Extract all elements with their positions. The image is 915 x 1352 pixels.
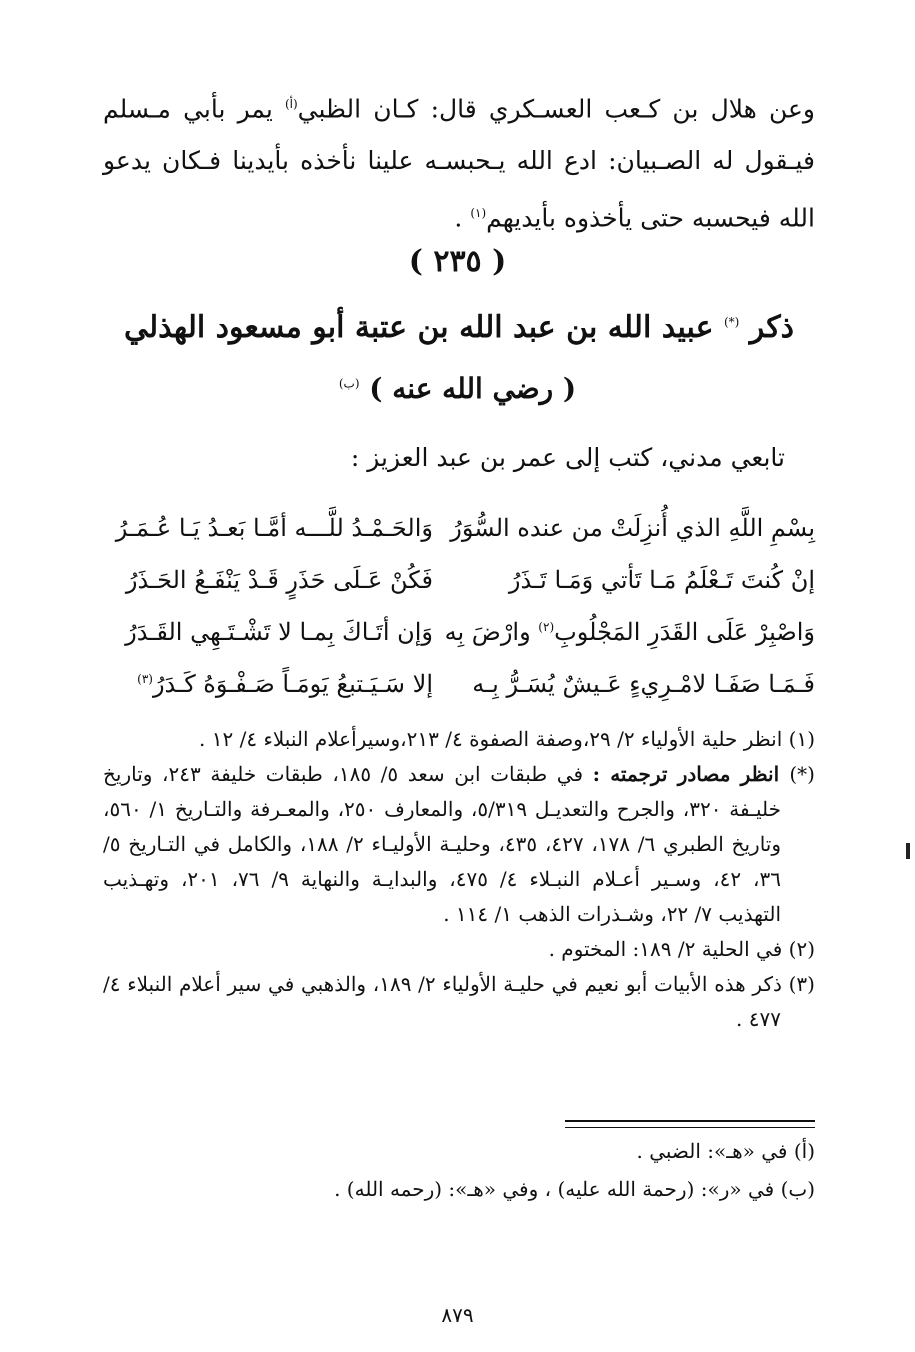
footnote-label: (٣) <box>788 972 815 996</box>
note-ref-1: (١) <box>470 206 487 221</box>
verse-second-half <box>103 670 433 698</box>
title-prefix: ذكر <box>749 310 794 345</box>
verse-first-half: إنْ كُنتَ تَـعْلَمُ مَـا تَأتي وَمَـا تَـذَرُ <box>508 566 815 594</box>
note-ref-2: (٢) <box>538 620 555 634</box>
verse-row <box>103 554 815 606</box>
variant-text: في «هـ»: الضبي . <box>636 1139 794 1163</box>
variant-notes <box>103 1132 815 1208</box>
verse-first-half: بِسْمِ اللَّهِ الذي أُنزِلَتْ من عنده السُّوَرُ <box>450 514 815 542</box>
divider-line <box>565 1120 815 1122</box>
intro-line-1: وعن هلال بن كـعب العسـكري قال: كـان الظبي <box>297 94 815 124</box>
intro-sentence: تابعي مدني، كتب إلى عمر بن عبد العزيز : <box>350 443 785 472</box>
footnote <box>103 932 815 967</box>
title-name: عبيد الله بن عبد الله بن عتبة أبو مسعود الهذلي <box>124 310 714 345</box>
page-number: ٨٧٩ <box>441 1303 474 1327</box>
note-ref-a: (أ) <box>284 97 298 111</box>
variant-label: (أ) <box>793 1139 815 1163</box>
footnote-text: في طبقات ابن سعد ٥/ ١٨٥، طبقات خليفة ٢٤٣، وتاريخ خليـفة ٣٢٠، والجرح والتعديـل ٥/٣١٩، والمعارف ٢٥٠، والمعـرفة والتـاريخ ١/ ٥٦٠، وتاريخ الطبري ٦/ ١٧٨، ٤٢٧، ٤٣٥، وحليـة الأوليـاء ٢/ ١٨٨، والكامل في التـاريخ ٥/ ٣٦، ٤٢، وسـير أعـلام النبـلاء ٤/ ٤٧٥، والبدايـة والنهاية ٩/ ٧٦، ٢٠١، وتهـذيب التهذيب ٧/ ٢٢، وشـذرات الذهب ١/ ١١٤ . <box>103 762 782 926</box>
verse-row <box>103 658 815 710</box>
variant-note <box>103 1132 815 1170</box>
verse-text-rest: وارْضَ بِه <box>444 618 539 646</box>
variant-note <box>103 1170 815 1208</box>
footnotes <box>103 722 815 1037</box>
entry-subtitle <box>0 372 915 405</box>
note-ref-b: (ب) <box>338 376 360 391</box>
verse-second-half: وَالحَـمْـدُ للَّـــه أمَّـا بَعـدُ يَـا عُـمَـرُ <box>115 514 433 542</box>
scan-mark <box>906 843 910 859</box>
footnote-text: انظر حلية الأولياء ٢/ ٢٩،وصفة الصفوة ٤/ ٢١٣،وسيرأعلام النبلاء ٤/ ١٢ . <box>199 727 789 751</box>
footnote <box>103 757 815 932</box>
footnote-text: ذكر هذه الأبيات أبو نعيم في حليـة الأولياء ٢/ ١٨٩، والذهبي في سير أعلام النبلاء ٤/ ٤٧٧ . <box>103 972 789 1031</box>
verse-first-half: فَـمَـا صَفَـا لامْـرِيءٍ عَـيشٌ يُسَـرُّ بِـه <box>472 670 815 698</box>
verse-row <box>103 502 815 554</box>
intro-paragraph <box>103 78 815 245</box>
verse-second-half: فَكُنْ عَـلَى حَذَرٍ قَـدْ يَنْفَـعُ الحَـذَرُ <box>125 566 433 594</box>
verse-first-half <box>444 618 815 646</box>
verse-text: وَاصْبِرْ عَلَى القَدَرِ المَجْلُوبِ <box>554 618 815 646</box>
divider-line-thin <box>565 1127 815 1128</box>
intro-line-1-rest: يمر بأبي مـسلم <box>103 94 285 124</box>
variant-text: في «ر»: (رحمة الله عليه) ، وفي «هـ»: (رحمه الله) . <box>334 1177 781 1201</box>
footnote <box>103 722 815 757</box>
poem <box>103 502 815 710</box>
intro-line-2: فيـقول له الصـبيان: ادع الله يـحبسـه علينا نأخذه بأيدينا فـكان يدعو الله <box>103 146 815 233</box>
verse-text: إلا سَـيَـتبعُ يَومَـاً صَـفْـوَهُ كَـدَرُ <box>152 670 433 698</box>
footnote-label: (٢) <box>788 937 815 961</box>
intro-line-3: فيحسبه حتى يأخذوه بأيديهم <box>486 203 771 233</box>
verse-row <box>103 606 815 658</box>
entry-title <box>103 302 815 348</box>
entry-number: ( ٢٣٥ ) <box>408 244 507 279</box>
note-ref-star: (*) <box>723 315 740 329</box>
footnote-text: في الحلية ٢/ ١٨٩: المختوم . <box>548 937 789 961</box>
intro-line-3-end: . <box>454 203 471 233</box>
footnote <box>103 967 815 1037</box>
footnote-label: (*) <box>789 762 815 786</box>
title-line-2: ( رضي الله عنه ) <box>369 372 577 405</box>
verse-second-half: وَإن أتَـاكَ بِمـا لا تَشْـتَـهِي القَـدَرُ <box>125 618 433 646</box>
footnote-bold: انظر مصادر ترجمته : <box>592 762 790 786</box>
variant-label: (ب) <box>780 1177 815 1201</box>
footnote-label: (١) <box>788 727 815 751</box>
note-ref-3: (٣) <box>137 672 153 686</box>
